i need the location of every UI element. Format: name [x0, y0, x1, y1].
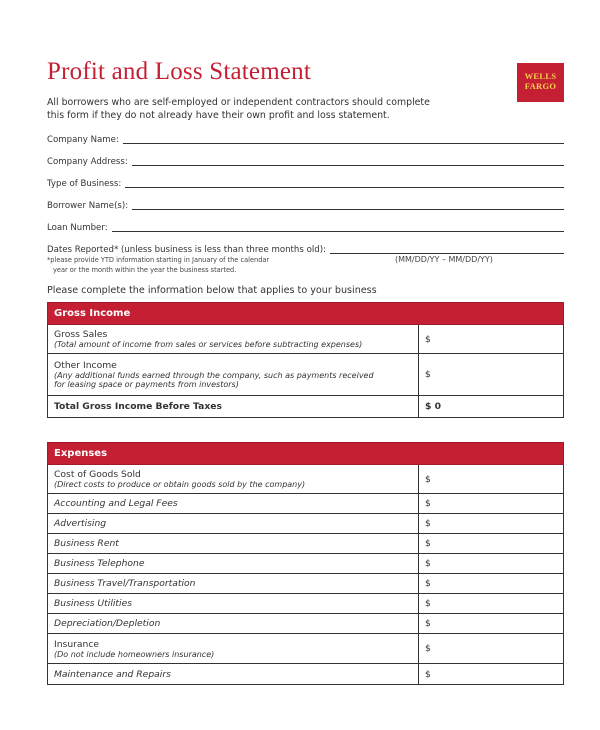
logo-line-1: WELLS	[524, 71, 557, 81]
intro-text	[47, 96, 487, 122]
accounting-row	[48, 494, 564, 514]
accounting-label: Accounting and Legal Fees	[48, 494, 419, 514]
travel-label: Business Travel/Transportation	[48, 574, 419, 594]
borrower-names-label: Borrower Name(s):	[47, 201, 129, 211]
utilities-label: Business Utilities	[48, 594, 419, 614]
loan-number-field[interactable]	[112, 230, 564, 232]
company-address-row	[47, 157, 564, 167]
logo-line-2: FARGO	[524, 81, 557, 91]
maintenance-label: Maintenance and Repairs	[48, 664, 419, 685]
other-income-value[interactable]: $	[419, 354, 564, 396]
company-address-label: Company Address:	[47, 157, 128, 167]
insurance-label: Insurance	[54, 638, 100, 650]
intro-line-1: All borrowers who are self-employed or independent contractors should complete	[47, 97, 430, 108]
travel-row	[48, 574, 564, 594]
utilities-value[interactable]: $	[419, 594, 564, 614]
cogs-cell	[48, 465, 419, 494]
other-income-cell	[48, 354, 419, 396]
intro-line-2: this form if they do not already have their own profit and loss statement.	[47, 110, 390, 121]
rent-label: Business Rent	[48, 534, 419, 554]
expenses-header: Expenses	[48, 443, 564, 465]
advertising-label: Advertising	[48, 514, 419, 534]
rent-row	[48, 534, 564, 554]
depreciation-label: Depreciation/Depletion	[48, 614, 419, 634]
type-of-business-field[interactable]	[125, 186, 564, 188]
depreciation-value[interactable]: $	[419, 614, 564, 634]
other-income-desc-1: (Any additional funds earned through the company, such as payments received	[54, 371, 374, 380]
accounting-value[interactable]: $	[419, 494, 564, 514]
total-gross-income-row	[48, 396, 564, 418]
expenses-table	[47, 442, 564, 685]
date-format-hint: (MM/DD/YY – MM/DD/YY)	[395, 255, 493, 264]
other-income-desc-2: for leasing space or payments from investors)	[54, 380, 239, 389]
utilities-row	[48, 594, 564, 614]
footnote-line-1: *please provide YTD information starting in January of the calendar	[47, 256, 270, 264]
other-income-row	[48, 354, 564, 396]
wells-fargo-logo	[517, 63, 564, 102]
insurance-desc: (Do not include homeowners insurance)	[54, 649, 215, 659]
gross-sales-row	[48, 325, 564, 354]
gross-income-header: Gross Income	[48, 303, 564, 325]
maintenance-row	[48, 664, 564, 685]
advertising-row	[48, 514, 564, 534]
maintenance-value[interactable]: $	[419, 664, 564, 685]
dates-reported-field[interactable]	[330, 252, 564, 254]
telephone-row	[48, 554, 564, 574]
depreciation-row	[48, 614, 564, 634]
gross-sales-cell	[48, 325, 419, 354]
total-gross-income-value[interactable]: $ 0	[419, 396, 564, 418]
dates-reported-label: Dates Reported* (unless business is less than three months old):	[47, 245, 326, 255]
page-title: Profit and Loss Statement	[47, 58, 311, 85]
instructions-text: Please complete the information below that applies to your business	[47, 285, 377, 296]
company-address-field[interactable]	[132, 164, 564, 166]
dates-footnote	[47, 256, 269, 275]
company-name-row	[47, 135, 564, 145]
gross-income-header-row	[48, 303, 564, 325]
type-of-business-label: Type of Business:	[47, 179, 122, 189]
gross-income-table	[47, 302, 564, 418]
cogs-label: Cost of Goods Sold	[54, 469, 141, 480]
dates-reported-row	[47, 245, 564, 255]
company-name-field[interactable]	[123, 142, 564, 144]
loan-number-label: Loan Number:	[47, 223, 108, 233]
total-gross-income-label: Total Gross Income Before Taxes	[48, 396, 419, 418]
company-name-label: Company Name:	[47, 135, 119, 145]
borrower-names-row	[47, 201, 564, 211]
telephone-label: Business Telephone	[48, 554, 419, 574]
advertising-value[interactable]: $	[419, 514, 564, 534]
other-income-label: Other Income	[54, 360, 117, 371]
insurance-row	[48, 634, 564, 664]
footnote-line-2: year or the month within the year the business started.	[53, 265, 237, 274]
cogs-row	[48, 465, 564, 494]
cogs-value[interactable]: $	[419, 465, 564, 494]
travel-value[interactable]: $	[419, 574, 564, 594]
insurance-value[interactable]: $	[419, 634, 564, 664]
gross-sales-label: Gross Sales	[54, 329, 108, 340]
borrower-names-field[interactable]	[132, 208, 564, 210]
gross-sales-value[interactable]: $	[419, 325, 564, 354]
expenses-header-row	[48, 443, 564, 465]
rent-value[interactable]: $	[419, 534, 564, 554]
gross-sales-desc: (Total amount of income from sales or services before subtracting expenses)	[54, 340, 363, 349]
type-of-business-row	[47, 179, 564, 189]
cogs-desc: (Direct costs to produce or obtain goods sold by the company)	[54, 480, 306, 489]
telephone-value[interactable]: $	[419, 554, 564, 574]
insurance-cell	[48, 634, 419, 664]
loan-number-row	[47, 223, 564, 233]
